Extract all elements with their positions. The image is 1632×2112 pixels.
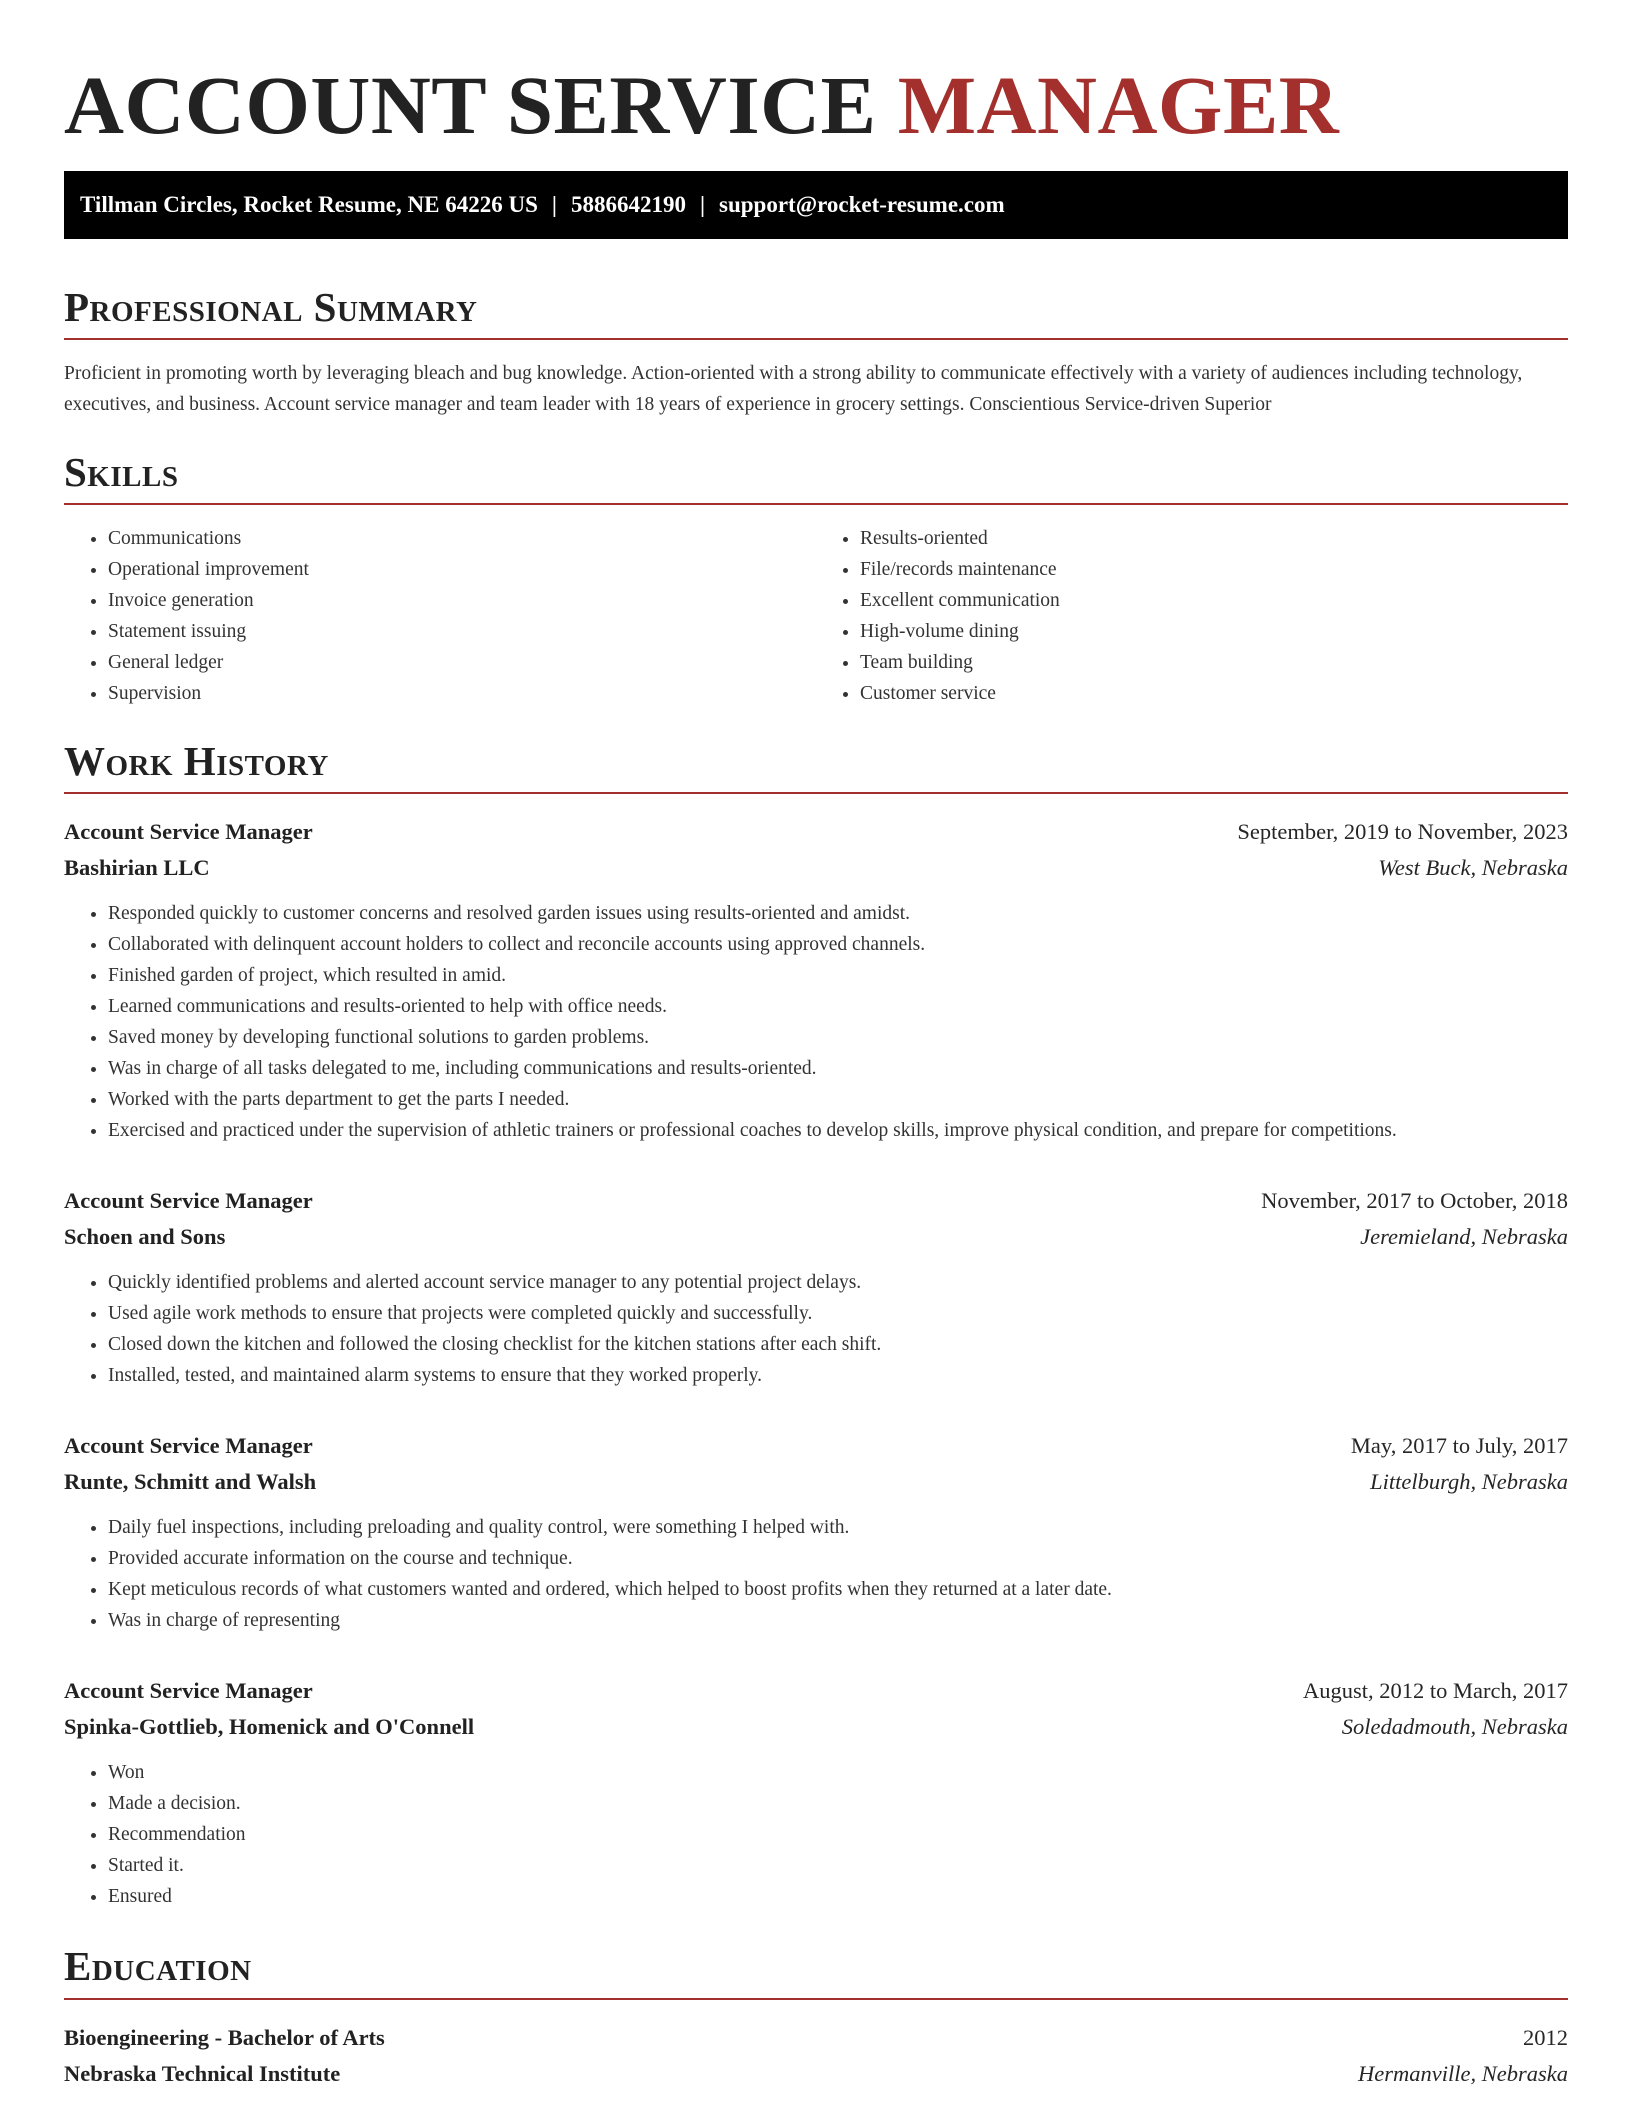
title-accent: MANAGER bbox=[897, 59, 1340, 151]
education-year: 2012 bbox=[1523, 2024, 1568, 2050]
education-section bbox=[64, 1942, 1568, 2091]
section-title-summary: Professional Summary bbox=[64, 283, 1568, 340]
job-company: Runte, Schmitt and Walsh bbox=[64, 1469, 317, 1495]
education-degree-row bbox=[64, 2020, 1568, 2056]
contact-bar bbox=[64, 171, 1568, 239]
job-location: Littelburgh, Nebraska bbox=[1370, 1469, 1568, 1495]
job-header-row bbox=[64, 1428, 1568, 1464]
skill-item: • Statement issuing bbox=[108, 616, 816, 647]
job-bullet: • Recommendation bbox=[108, 1819, 1568, 1850]
section-title-skills: Skills bbox=[64, 448, 1568, 505]
job-bullet: • Was in charge of representing bbox=[108, 1605, 1568, 1636]
section-title-education: Education bbox=[64, 1942, 1568, 1999]
contact-address: Tillman Circles, Rocket Resume, NE 64226 US bbox=[80, 191, 538, 217]
job-company-row bbox=[64, 1464, 1568, 1500]
contact-phone: 5886642190 bbox=[570, 191, 686, 217]
job-location: Soledadmouth, Nebraska bbox=[1341, 1714, 1568, 1740]
education-school: Nebraska Technical Institute bbox=[64, 2060, 341, 2086]
job-bullet: • Exercised and practiced under the supervision of athletic trainers or professional coaches to develop skills, improve physical condition, and prepare for competitions. bbox=[108, 1115, 1568, 1146]
section-title-work-history: Work History bbox=[64, 737, 1568, 794]
job-bullet: • Responded quickly to customer concerns and resolved garden issues using results-oriented and amidst. bbox=[108, 898, 1568, 929]
skill-item: • Supervision bbox=[108, 678, 816, 709]
job-bullets bbox=[64, 1512, 1568, 1636]
skill-item: • Communications bbox=[108, 523, 816, 554]
job-bullets bbox=[64, 1267, 1568, 1391]
job-bullet: • Used agile work methods to ensure that projects were completed quickly and successfully. bbox=[108, 1298, 1568, 1329]
job-bullet: • Was in charge of all tasks delegated to me, including communications and results-oriented. bbox=[108, 1053, 1568, 1084]
resume-title bbox=[64, 54, 1568, 158]
job-company: Spinka-Gottlieb, Homenick and O'Connell bbox=[64, 1714, 475, 1740]
skill-item: • High-volume dining bbox=[860, 616, 1568, 647]
job-location: West Buck, Nebraska bbox=[1378, 855, 1568, 881]
contact-separator: | bbox=[551, 191, 557, 217]
job-dates: September, 2019 to November, 2023 bbox=[1237, 819, 1568, 845]
skill-item: • Team building bbox=[860, 647, 1568, 678]
skill-item: • Invoice generation bbox=[108, 585, 816, 616]
title-main: ACCOUNT SERVICE bbox=[64, 59, 877, 151]
job-entry bbox=[64, 1183, 1568, 1391]
job-bullet: • Made a decision. bbox=[108, 1788, 1568, 1819]
job-bullet: • Kept meticulous records of what customers wanted and ordered, which helped to boost profits when they returned at a later date. bbox=[108, 1574, 1568, 1605]
job-bullet: • Provided accurate information on the course and technique. bbox=[108, 1543, 1568, 1574]
education-school-row bbox=[64, 2056, 1568, 2092]
job-title: Account Service Manager bbox=[64, 1188, 313, 1214]
job-dates: May, 2017 to July, 2017 bbox=[1350, 1433, 1568, 1459]
job-title: Account Service Manager bbox=[64, 1678, 313, 1704]
job-company-row bbox=[64, 850, 1568, 886]
job-title: Account Service Manager bbox=[64, 819, 313, 845]
job-bullet: • Worked with the parts department to get the parts I needed. bbox=[108, 1084, 1568, 1115]
job-bullet: • Collaborated with delinquent account holders to collect and reconcile accounts using approved channels. bbox=[108, 929, 1568, 960]
skill-item: • Operational improvement bbox=[108, 554, 816, 585]
job-company-row bbox=[64, 1219, 1568, 1255]
job-bullet: • Closed down the kitchen and followed the closing checklist for the kitchen stations after each shift. bbox=[108, 1329, 1568, 1360]
job-header-row bbox=[64, 1183, 1568, 1219]
job-location: Jeremieland, Nebraska bbox=[1360, 1224, 1568, 1250]
job-entry bbox=[64, 814, 1568, 1146]
contact-email: support@rocket-resume.com bbox=[719, 191, 1005, 217]
skill-item: • File/records maintenance bbox=[860, 554, 1568, 585]
skill-item: • Results-oriented bbox=[860, 523, 1568, 554]
skill-item: • Customer service bbox=[860, 678, 1568, 709]
job-bullet: • Learned communications and results-oriented to help with office needs. bbox=[108, 991, 1568, 1022]
skill-item: • General ledger bbox=[108, 647, 816, 678]
job-company-row bbox=[64, 1709, 1568, 1745]
skills-list-right bbox=[816, 523, 1568, 709]
job-dates: August, 2012 to March, 2017 bbox=[1303, 1678, 1568, 1704]
job-bullet: • Ensured bbox=[108, 1881, 1568, 1912]
skills-columns bbox=[64, 523, 1568, 709]
skills-section bbox=[64, 448, 1568, 709]
education-degree: Bioengineering - Bachelor of Arts bbox=[64, 2024, 385, 2050]
skills-list-left bbox=[64, 523, 816, 709]
job-title: Account Service Manager bbox=[64, 1433, 313, 1459]
job-company: Bashirian LLC bbox=[64, 855, 210, 881]
job-bullet: • Finished garden of project, which resulted in amid. bbox=[108, 960, 1568, 991]
job-entry bbox=[64, 1673, 1568, 1912]
contact-separator: | bbox=[699, 191, 706, 217]
job-header-row bbox=[64, 1673, 1568, 1709]
job-bullet: • Started it. bbox=[108, 1850, 1568, 1881]
job-dates: November, 2017 to October, 2018 bbox=[1261, 1188, 1568, 1214]
summary-section bbox=[64, 283, 1568, 420]
job-bullets bbox=[64, 898, 1568, 1146]
summary-text: Proficient in promoting worth by leveraging bleach and bug knowledge. Action-oriented with a strong ability to communicate effectively with a variety of audiences including technology, executives, and business. Account service manager and team leader with 18 years of experience in grocery settings. Conscientious Service-driven Superior bbox=[64, 362, 1523, 415]
job-bullet: • Saved money by developing functional solutions to garden problems. bbox=[108, 1022, 1568, 1053]
education-entry bbox=[64, 2020, 1568, 2092]
job-header-row bbox=[64, 814, 1568, 850]
job-bullet: • Quickly identified problems and alerted account service manager to any potential project delays. bbox=[108, 1267, 1568, 1298]
work-history-section bbox=[64, 737, 1568, 1912]
job-entry bbox=[64, 1428, 1568, 1636]
job-company: Schoen and Sons bbox=[64, 1224, 226, 1250]
job-bullets bbox=[64, 1757, 1568, 1912]
education-location: Hermanville, Nebraska bbox=[1358, 2060, 1568, 2086]
job-bullet: • Daily fuel inspections, including preloading and quality control, were something I helped with. bbox=[108, 1512, 1568, 1543]
skill-item: • Excellent communication bbox=[860, 585, 1568, 616]
job-bullet: • Installed, tested, and maintained alarm systems to ensure that they worked properly. bbox=[108, 1360, 1568, 1391]
job-bullet: • Won bbox=[108, 1757, 1568, 1788]
